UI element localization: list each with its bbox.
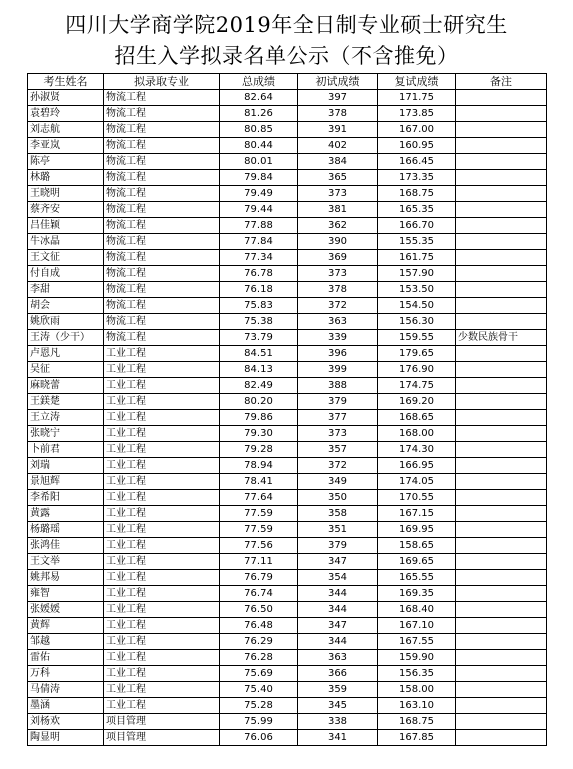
cell-retest-score: 168.75 (378, 714, 456, 730)
cell-total-score: 76.78 (220, 266, 298, 282)
cell-candidate-name: 刘瑞 (28, 458, 104, 474)
cell-candidate-name: 王立涛 (28, 410, 104, 426)
cell-proposed-major: 物流工程 (104, 202, 220, 218)
cell-retest-score: 170.55 (378, 490, 456, 506)
cell-candidate-name: 麻晓蕾 (28, 378, 104, 394)
cell-total-score: 77.84 (220, 234, 298, 250)
cell-candidate-name: 黄露 (28, 506, 104, 522)
cell-remarks (456, 298, 547, 314)
cell-total-score: 76.18 (220, 282, 298, 298)
cell-remarks (456, 90, 547, 106)
cell-preliminary-score: 381 (298, 202, 378, 218)
admission-roster-table (27, 73, 547, 746)
cell-preliminary-score: 347 (298, 554, 378, 570)
cell-candidate-name: 张晓宁 (28, 426, 104, 442)
cell-remarks (456, 634, 547, 650)
table-row (28, 666, 547, 682)
cell-preliminary-score: 345 (298, 698, 378, 714)
table-row (28, 250, 547, 266)
cell-remarks (456, 586, 547, 602)
cell-retest-score: 163.10 (378, 698, 456, 714)
cell-retest-score: 161.75 (378, 250, 456, 266)
table-row (28, 602, 547, 618)
cell-remarks (456, 154, 547, 170)
header-preliminary-score: 初试成绩 (298, 74, 378, 90)
cell-preliminary-score: 363 (298, 314, 378, 330)
cell-proposed-major: 工业工程 (104, 506, 220, 522)
table-row (28, 634, 547, 650)
table-row (28, 186, 547, 202)
cell-proposed-major: 工业工程 (104, 650, 220, 666)
cell-total-score: 77.59 (220, 506, 298, 522)
cell-proposed-major: 物流工程 (104, 122, 220, 138)
header-proposed-major: 拟录取专业 (104, 74, 220, 90)
cell-candidate-name: 王涛（少干） (28, 330, 104, 346)
cell-proposed-major: 物流工程 (104, 234, 220, 250)
cell-proposed-major: 物流工程 (104, 298, 220, 314)
table-row (28, 586, 547, 602)
cell-proposed-major: 工业工程 (104, 522, 220, 538)
cell-preliminary-score: 373 (298, 426, 378, 442)
cell-preliminary-score: 397 (298, 90, 378, 106)
cell-retest-score: 159.55 (378, 330, 456, 346)
cell-proposed-major: 物流工程 (104, 250, 220, 266)
cell-retest-score: 167.55 (378, 634, 456, 650)
cell-retest-score: 154.50 (378, 298, 456, 314)
cell-proposed-major: 工业工程 (104, 442, 220, 458)
cell-proposed-major: 工业工程 (104, 490, 220, 506)
cell-retest-score: 165.55 (378, 570, 456, 586)
cell-remarks (456, 186, 547, 202)
cell-preliminary-score: 366 (298, 666, 378, 682)
table-row (28, 298, 547, 314)
cell-total-score: 76.06 (220, 730, 298, 746)
cell-preliminary-score: 396 (298, 346, 378, 362)
cell-proposed-major: 物流工程 (104, 90, 220, 106)
cell-remarks (456, 522, 547, 538)
cell-remarks (456, 282, 547, 298)
table-row (28, 554, 547, 570)
table-row (28, 202, 547, 218)
document-title-line-2: 招生入学拟录名单公示（不含推免） (114, 44, 459, 68)
cell-preliminary-score: 339 (298, 330, 378, 346)
cell-total-score: 80.01 (220, 154, 298, 170)
cell-remarks (456, 266, 547, 282)
cell-remarks (456, 730, 547, 746)
cell-remarks (456, 666, 547, 682)
cell-remarks (456, 394, 547, 410)
table-row (28, 218, 547, 234)
cell-candidate-name: 林璐 (28, 170, 104, 186)
cell-remarks (456, 570, 547, 586)
cell-remarks (456, 682, 547, 698)
cell-preliminary-score: 399 (298, 362, 378, 378)
cell-proposed-major: 物流工程 (104, 106, 220, 122)
cell-proposed-major: 物流工程 (104, 138, 220, 154)
cell-candidate-name: 马倩涛 (28, 682, 104, 698)
table-row (28, 122, 547, 138)
table-row (28, 234, 547, 250)
cell-total-score: 81.26 (220, 106, 298, 122)
cell-preliminary-score: 357 (298, 442, 378, 458)
cell-candidate-name: 杨璐瑶 (28, 522, 104, 538)
cell-preliminary-score: 378 (298, 282, 378, 298)
cell-candidate-name: 陶显明 (28, 730, 104, 746)
cell-preliminary-score: 390 (298, 234, 378, 250)
cell-candidate-name: 陈亭 (28, 154, 104, 170)
cell-remarks (456, 122, 547, 138)
table-row (28, 362, 547, 378)
table-row (28, 698, 547, 714)
table-row (28, 570, 547, 586)
cell-preliminary-score: 372 (298, 298, 378, 314)
cell-candidate-name: 卜前君 (28, 442, 104, 458)
cell-candidate-name: 王鎂楚 (28, 394, 104, 410)
cell-retest-score: 166.95 (378, 458, 456, 474)
cell-proposed-major: 工业工程 (104, 570, 220, 586)
cell-retest-score: 168.65 (378, 410, 456, 426)
cell-total-score: 80.20 (220, 394, 298, 410)
cell-retest-score: 158.65 (378, 538, 456, 554)
table-row (28, 394, 547, 410)
table-row (28, 426, 547, 442)
cell-total-score: 77.88 (220, 218, 298, 234)
header-candidate-name: 考生姓名 (28, 74, 104, 90)
cell-proposed-major: 工业工程 (104, 378, 220, 394)
cell-retest-score: 169.20 (378, 394, 456, 410)
cell-preliminary-score: 377 (298, 410, 378, 426)
cell-total-score: 79.86 (220, 410, 298, 426)
table-row (28, 266, 547, 282)
cell-preliminary-score: 354 (298, 570, 378, 586)
cell-total-score: 80.44 (220, 138, 298, 154)
cell-retest-score: 156.30 (378, 314, 456, 330)
table-row (28, 522, 547, 538)
cell-retest-score: 174.05 (378, 474, 456, 490)
cell-retest-score: 156.35 (378, 666, 456, 682)
table-row (28, 330, 547, 346)
cell-candidate-name: 姚欣雨 (28, 314, 104, 330)
table-row (28, 282, 547, 298)
cell-candidate-name: 胡会 (28, 298, 104, 314)
cell-total-score: 73.79 (220, 330, 298, 346)
cell-remarks (456, 490, 547, 506)
cell-proposed-major: 项目管理 (104, 714, 220, 730)
cell-retest-score: 168.40 (378, 602, 456, 618)
cell-remarks (456, 474, 547, 490)
cell-retest-score: 167.10 (378, 618, 456, 634)
cell-retest-score: 168.75 (378, 186, 456, 202)
cell-candidate-name: 刘杨欢 (28, 714, 104, 730)
cell-preliminary-score: 341 (298, 730, 378, 746)
cell-total-score: 79.30 (220, 426, 298, 442)
table-row (28, 154, 547, 170)
cell-preliminary-score: 350 (298, 490, 378, 506)
cell-proposed-major: 物流工程 (104, 218, 220, 234)
cell-proposed-major: 工业工程 (104, 394, 220, 410)
table-row (28, 314, 547, 330)
cell-proposed-major: 物流工程 (104, 266, 220, 282)
cell-remarks (456, 250, 547, 266)
cell-total-score: 84.51 (220, 346, 298, 362)
cell-candidate-name: 姚邦易 (28, 570, 104, 586)
cell-total-score: 82.49 (220, 378, 298, 394)
cell-proposed-major: 工业工程 (104, 362, 220, 378)
cell-preliminary-score: 344 (298, 586, 378, 602)
cell-preliminary-score: 351 (298, 522, 378, 538)
cell-retest-score: 179.65 (378, 346, 456, 362)
cell-retest-score: 157.90 (378, 266, 456, 282)
cell-remarks (456, 170, 547, 186)
cell-retest-score: 159.90 (378, 650, 456, 666)
cell-retest-score: 158.00 (378, 682, 456, 698)
cell-preliminary-score: 402 (298, 138, 378, 154)
cell-preliminary-score: 347 (298, 618, 378, 634)
table-header-row (28, 74, 547, 90)
table-row (28, 506, 547, 522)
cell-total-score: 76.50 (220, 602, 298, 618)
cell-total-score: 76.48 (220, 618, 298, 634)
cell-remarks (456, 218, 547, 234)
cell-preliminary-score: 369 (298, 250, 378, 266)
cell-total-score: 75.69 (220, 666, 298, 682)
table-row (28, 410, 547, 426)
cell-proposed-major: 工业工程 (104, 634, 220, 650)
cell-preliminary-score: 378 (298, 106, 378, 122)
cell-proposed-major: 物流工程 (104, 154, 220, 170)
cell-total-score: 77.59 (220, 522, 298, 538)
cell-proposed-major: 工业工程 (104, 586, 220, 602)
cell-remarks (456, 234, 547, 250)
cell-proposed-major: 项目管理 (104, 730, 220, 746)
cell-candidate-name: 李甜 (28, 282, 104, 298)
cell-preliminary-score: 373 (298, 266, 378, 282)
cell-retest-score: 169.95 (378, 522, 456, 538)
cell-remarks (456, 602, 547, 618)
cell-candidate-name: 黄辉 (28, 618, 104, 634)
cell-remarks (456, 410, 547, 426)
cell-retest-score: 169.35 (378, 586, 456, 602)
cell-total-score: 76.74 (220, 586, 298, 602)
table-body (28, 90, 547, 746)
cell-candidate-name: 万科 (28, 666, 104, 682)
cell-remarks (456, 378, 547, 394)
cell-remarks: 少数民族骨干 (456, 330, 547, 346)
cell-proposed-major: 工业工程 (104, 474, 220, 490)
cell-remarks (456, 442, 547, 458)
cell-total-score: 75.99 (220, 714, 298, 730)
header-remarks: 备注 (456, 74, 547, 90)
table-row (28, 170, 547, 186)
cell-remarks (456, 714, 547, 730)
table-row (28, 490, 547, 506)
cell-proposed-major: 工业工程 (104, 602, 220, 618)
cell-proposed-major: 工业工程 (104, 682, 220, 698)
cell-remarks (456, 426, 547, 442)
cell-candidate-name: 雷佑 (28, 650, 104, 666)
cell-total-score: 75.40 (220, 682, 298, 698)
cell-candidate-name: 张媛媛 (28, 602, 104, 618)
cell-preliminary-score: 372 (298, 458, 378, 474)
cell-proposed-major: 工业工程 (104, 458, 220, 474)
cell-proposed-major: 工业工程 (104, 698, 220, 714)
table-row (28, 714, 547, 730)
table-row (28, 378, 547, 394)
cell-candidate-name: 吕佳颖 (28, 218, 104, 234)
cell-retest-score: 153.50 (378, 282, 456, 298)
table-row (28, 538, 547, 554)
cell-total-score: 76.79 (220, 570, 298, 586)
table-row (28, 106, 547, 122)
cell-retest-score: 166.45 (378, 154, 456, 170)
table-row (28, 458, 547, 474)
cell-candidate-name: 付自成 (28, 266, 104, 282)
cell-candidate-name: 王晓明 (28, 186, 104, 202)
cell-proposed-major: 工业工程 (104, 426, 220, 442)
cell-total-score: 84.13 (220, 362, 298, 378)
cell-candidate-name: 景旭辉 (28, 474, 104, 490)
cell-preliminary-score: 384 (298, 154, 378, 170)
cell-proposed-major: 工业工程 (104, 538, 220, 554)
cell-remarks (456, 506, 547, 522)
cell-total-score: 82.64 (220, 90, 298, 106)
cell-remarks (456, 362, 547, 378)
table-row (28, 90, 547, 106)
cell-retest-score: 167.00 (378, 122, 456, 138)
cell-candidate-name: 王文举 (28, 554, 104, 570)
cell-candidate-name: 李亚岚 (28, 138, 104, 154)
cell-preliminary-score: 359 (298, 682, 378, 698)
cell-preliminary-score: 344 (298, 634, 378, 650)
cell-remarks (456, 698, 547, 714)
cell-retest-score: 169.65 (378, 554, 456, 570)
table-row (28, 682, 547, 698)
cell-remarks (456, 618, 547, 634)
cell-proposed-major: 物流工程 (104, 314, 220, 330)
cell-total-score: 77.11 (220, 554, 298, 570)
table-row (28, 138, 547, 154)
cell-preliminary-score: 391 (298, 122, 378, 138)
cell-remarks (456, 346, 547, 362)
cell-remarks (456, 314, 547, 330)
table-row (28, 346, 547, 362)
cell-candidate-name: 袁碧玲 (28, 106, 104, 122)
cell-retest-score: 171.75 (378, 90, 456, 106)
table-row (28, 650, 547, 666)
cell-total-score: 79.84 (220, 170, 298, 186)
document-title-line-1: 四川大学商学院2019年全日制专业硕士研究生 (65, 13, 508, 37)
cell-total-score: 75.38 (220, 314, 298, 330)
cell-remarks (456, 138, 547, 154)
cell-remarks (456, 106, 547, 122)
cell-preliminary-score: 388 (298, 378, 378, 394)
cell-retest-score: 155.35 (378, 234, 456, 250)
table-header (28, 74, 547, 90)
cell-candidate-name: 蔡齐安 (28, 202, 104, 218)
cell-preliminary-score: 379 (298, 394, 378, 410)
cell-total-score: 77.34 (220, 250, 298, 266)
cell-retest-score: 166.70 (378, 218, 456, 234)
cell-retest-score: 167.85 (378, 730, 456, 746)
cell-candidate-name: 王文征 (28, 250, 104, 266)
cell-remarks (456, 202, 547, 218)
cell-preliminary-score: 362 (298, 218, 378, 234)
cell-candidate-name: 邹越 (28, 634, 104, 650)
cell-total-score: 78.94 (220, 458, 298, 474)
cell-remarks (456, 650, 547, 666)
cell-preliminary-score: 365 (298, 170, 378, 186)
cell-proposed-major: 物流工程 (104, 186, 220, 202)
cell-proposed-major: 物流工程 (104, 330, 220, 346)
cell-total-score: 79.44 (220, 202, 298, 218)
cell-total-score: 75.83 (220, 298, 298, 314)
cell-proposed-major: 物流工程 (104, 282, 220, 298)
cell-candidate-name: 卢恩凡 (28, 346, 104, 362)
header-total-score: 总成绩 (220, 74, 298, 90)
header-retest-score: 复试成绩 (378, 74, 456, 90)
table-row (28, 474, 547, 490)
cell-preliminary-score: 338 (298, 714, 378, 730)
cell-preliminary-score: 379 (298, 538, 378, 554)
table-row (28, 442, 547, 458)
cell-remarks (456, 554, 547, 570)
cell-retest-score: 173.35 (378, 170, 456, 186)
cell-remarks (456, 538, 547, 554)
cell-total-score: 78.41 (220, 474, 298, 490)
cell-proposed-major: 工业工程 (104, 666, 220, 682)
cell-total-score: 79.28 (220, 442, 298, 458)
cell-candidate-name: 刘志航 (28, 122, 104, 138)
cell-total-score: 80.85 (220, 122, 298, 138)
cell-candidate-name: 吴征 (28, 362, 104, 378)
table-row (28, 730, 547, 746)
cell-proposed-major: 工业工程 (104, 410, 220, 426)
cell-total-score: 77.56 (220, 538, 298, 554)
cell-candidate-name: 牛冰晶 (28, 234, 104, 250)
cell-candidate-name: 雍智 (28, 586, 104, 602)
cell-proposed-major: 物流工程 (104, 170, 220, 186)
cell-proposed-major: 工业工程 (104, 346, 220, 362)
cell-preliminary-score: 363 (298, 650, 378, 666)
cell-retest-score: 174.30 (378, 442, 456, 458)
cell-retest-score: 174.75 (378, 378, 456, 394)
cell-preliminary-score: 373 (298, 186, 378, 202)
cell-total-score: 79.49 (220, 186, 298, 202)
cell-total-score: 75.28 (220, 698, 298, 714)
cell-candidate-name: 李希阳 (28, 490, 104, 506)
cell-remarks (456, 458, 547, 474)
cell-total-score: 76.29 (220, 634, 298, 650)
cell-retest-score: 160.95 (378, 138, 456, 154)
cell-candidate-name: 张鸿佳 (28, 538, 104, 554)
cell-total-score: 77.64 (220, 490, 298, 506)
cell-retest-score: 173.85 (378, 106, 456, 122)
cell-preliminary-score: 358 (298, 506, 378, 522)
cell-retest-score: 176.90 (378, 362, 456, 378)
cell-preliminary-score: 344 (298, 602, 378, 618)
table-row (28, 618, 547, 634)
cell-preliminary-score: 349 (298, 474, 378, 490)
cell-candidate-name: 墨涵 (28, 698, 104, 714)
cell-retest-score: 168.00 (378, 426, 456, 442)
cell-proposed-major: 工业工程 (104, 554, 220, 570)
cell-retest-score: 167.15 (378, 506, 456, 522)
cell-proposed-major: 工业工程 (104, 618, 220, 634)
cell-total-score: 76.28 (220, 650, 298, 666)
cell-retest-score: 165.35 (378, 202, 456, 218)
cell-candidate-name: 孙淑贤 (28, 90, 104, 106)
